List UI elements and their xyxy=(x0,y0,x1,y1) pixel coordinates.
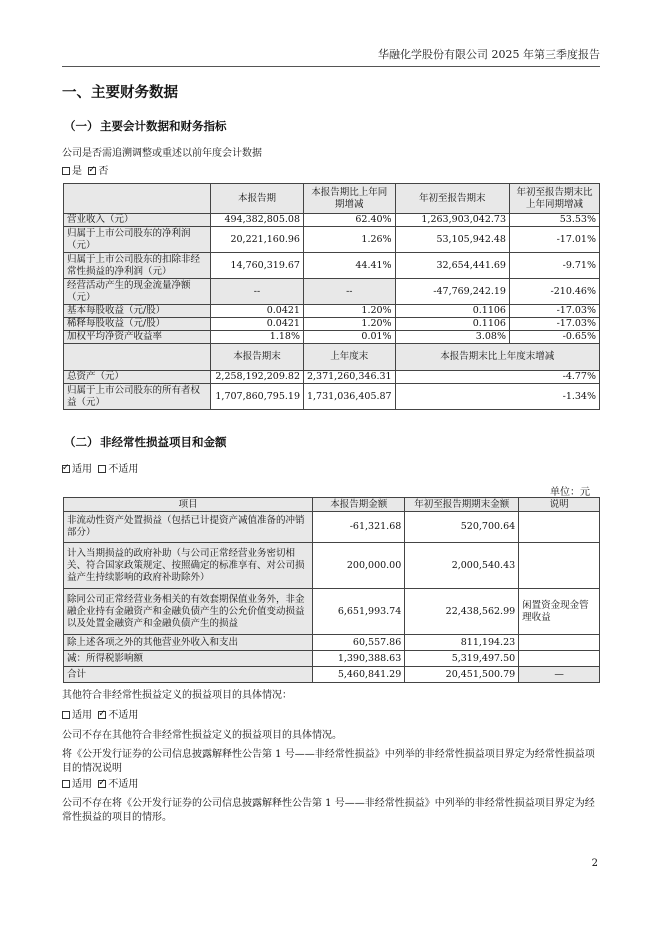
cell-value: 5,319,497.50 xyxy=(405,651,519,667)
restate-options xyxy=(62,165,108,179)
row-label: 归属于上市公司股东的所有者权益（元） xyxy=(64,384,211,410)
cell-note xyxy=(519,651,600,667)
subsection-2-title: 非经常性损益项目和金额 xyxy=(100,435,227,449)
header-rule xyxy=(62,66,600,67)
row-label: 计入当期损益的政府补助（与公司正常经营业务密切相关、符合国家政策规定、按照确定的标准享有、对公司损益产生持续影响的政府补助除外） xyxy=(64,543,313,589)
row-label: 加权平均净资产收益率 xyxy=(64,331,211,344)
cell-value: -210.46% xyxy=(509,279,599,305)
applicability-options xyxy=(62,463,138,477)
checkbox-unchecked-icon[interactable] xyxy=(98,465,106,473)
page-number: 2 xyxy=(591,858,598,869)
report-header: 华融化学股份有限公司 2025 年第三季度报告 xyxy=(378,48,600,61)
cell-value: 44.41% xyxy=(303,253,395,279)
col-header xyxy=(64,344,211,371)
cell-value: 1,263,903,042.73 xyxy=(395,214,509,227)
cell-note: 闲置资金现金管理收益 xyxy=(519,589,600,635)
table-row xyxy=(64,589,600,635)
cell-value: 22,438,562.99 xyxy=(405,589,519,635)
unit-label: 单位：元 xyxy=(550,487,590,498)
restate-yes-label: 是 xyxy=(72,166,82,177)
checkbox-checked-icon[interactable] xyxy=(98,780,106,788)
row-label: 归属于上市公司股东的扣除非经常性损益的净利润（元） xyxy=(64,253,211,279)
cell-value: -17.03% xyxy=(509,305,599,318)
cell-value: 2,258,192,209.82 xyxy=(211,371,304,384)
subsection-2-heading xyxy=(64,434,227,450)
col-header: 本报告期末比上年度末增减 xyxy=(395,344,599,371)
cell-note xyxy=(519,512,600,543)
cell-value: 200,000.00 xyxy=(313,543,405,589)
row-label: 减：所得税影响额 xyxy=(64,651,313,667)
cell-value: 0.01% xyxy=(303,331,395,344)
checkbox-unchecked-icon[interactable] xyxy=(62,780,70,788)
cell-value: 20,221,160.96 xyxy=(211,227,304,253)
applicable-label: 适用 xyxy=(72,710,92,721)
cell-note xyxy=(519,635,600,651)
table-row xyxy=(64,543,600,589)
other-items-line: 其他符合非经常性损益定义的损益项目的具体情况： xyxy=(62,690,292,701)
row-label: 营业收入（元） xyxy=(64,214,211,227)
cell-value: 2,371,260,346.31 xyxy=(303,371,395,384)
table-row xyxy=(64,384,600,410)
col-header: 年初至报告期末比上年同期增减 xyxy=(509,184,599,214)
row-label: 归属于上市公司股东的净利润（元） xyxy=(64,227,211,253)
col-header: 项目 xyxy=(64,498,313,512)
row-label: 非流动性资产处置损益（包括已计提资产减值准备的冲销部分） xyxy=(64,512,313,543)
cell-value: -61,321.68 xyxy=(313,512,405,543)
table-row xyxy=(64,253,600,279)
col-header: 本报告期比上年同期增减 xyxy=(303,184,395,214)
row-label: 经营活动产生的现金流量净额（元） xyxy=(64,279,211,305)
cell-value: 53.53% xyxy=(509,214,599,227)
reclassification-applicability xyxy=(62,778,138,792)
other-applicability xyxy=(62,709,138,723)
table-row xyxy=(64,512,600,543)
financial-data-table xyxy=(63,183,600,410)
cell-value: -4.77% xyxy=(395,371,599,384)
non-recurring-table xyxy=(63,497,600,683)
applicable-label: 适用 xyxy=(72,779,92,790)
col-header: 上年度末 xyxy=(303,344,395,371)
cell-note xyxy=(519,543,600,589)
col-header: 说明 xyxy=(519,498,600,512)
col-header: 本报告期金额 xyxy=(313,498,405,512)
row-label: 合计 xyxy=(64,667,313,683)
row-label: 基本每股收益（元/股） xyxy=(64,305,211,318)
checkbox-unchecked-icon[interactable] xyxy=(62,711,70,719)
col-header: 本报告期 xyxy=(211,184,304,214)
checkbox-unchecked-icon[interactable] xyxy=(62,167,70,175)
cell-value: 1.20% xyxy=(303,305,395,318)
cell-value: 0.1106 xyxy=(395,305,509,318)
cell-value: 14,760,319.67 xyxy=(211,253,304,279)
table-row xyxy=(64,227,600,253)
row-label: 除上述各项之外的其他营业外收入和支出 xyxy=(64,635,313,651)
row-label: 稀释每股收益（元/股） xyxy=(64,318,211,331)
cell-value: 5,460,841.29 xyxy=(313,667,405,683)
cell-value: 53,105,942.48 xyxy=(395,227,509,253)
cell-value: 1,390,388.63 xyxy=(313,651,405,667)
col-header: 年初至报告期末 xyxy=(395,184,509,214)
cell-value: 1.20% xyxy=(303,318,395,331)
cell-value: -9.71% xyxy=(509,253,599,279)
row-label: 除同公司正常经营业务相关的有效套期保值业务外，非金融企业持有金融资产和金融负债产生的公允价值变动损益以及处置金融资产和金融负债产生的损益 xyxy=(64,589,313,635)
cell-value: 0.0421 xyxy=(211,318,304,331)
reclassification-text: 将《公开发行证券的公司信息披露解释性公告第 1 号——非经常性损益》中列举的非经常性损益项目界定为经常性损益项目的情况说明 xyxy=(62,749,595,774)
applicable-label: 适用 xyxy=(72,464,92,475)
cell-value: 494,382,805.08 xyxy=(211,214,304,227)
cell-value: 62.40% xyxy=(303,214,395,227)
cell-value: -17.03% xyxy=(509,318,599,331)
restate-no-label: 否 xyxy=(98,166,109,177)
no-reclassification-text: 公司不存在将《公开发行证券的公司信息披露解释性公告第 1 号——非经常性损益》中列举的非经常性损益项目界定为经常性损益的项目的情形。 xyxy=(62,798,595,823)
cell-value: 1,707,860,795.19 xyxy=(211,384,304,410)
checkbox-checked-icon[interactable] xyxy=(88,167,96,175)
table-row xyxy=(64,667,600,683)
checkbox-checked-icon[interactable] xyxy=(62,465,70,473)
cell-value: 1,731,036,405.87 xyxy=(303,384,395,410)
row-label: 总资产（元） xyxy=(64,371,211,384)
table-row xyxy=(64,214,600,227)
table-row xyxy=(64,635,600,651)
checkbox-checked-icon[interactable] xyxy=(98,711,106,719)
restate-question: 公司是否需追溯调整或重述以前年度会计数据 xyxy=(62,148,262,159)
subsection-1-heading xyxy=(64,118,227,134)
cell-value: -17.01% xyxy=(509,227,599,253)
cell-note: — xyxy=(519,667,600,683)
table-row xyxy=(64,305,600,318)
subsection-1-number: （一） xyxy=(64,119,99,133)
cell-value: 32,654,441.69 xyxy=(395,253,509,279)
table-row xyxy=(64,318,600,331)
cell-value: 2,000,540.43 xyxy=(405,543,519,589)
col-header: 年初至报告期期末金额 xyxy=(405,498,519,512)
no-other-items-text: 公司不存在其他符合非经常性损益定义的损益项目的具体情况。 xyxy=(62,730,342,741)
not-applicable-label: 不适用 xyxy=(108,464,139,475)
cell-value: 0.0421 xyxy=(211,305,304,318)
not-applicable-label: 不适用 xyxy=(108,710,139,721)
col-header xyxy=(64,184,211,214)
table-row xyxy=(64,279,600,305)
cell-value: 811,194.23 xyxy=(405,635,519,651)
subsection-2-number: （二） xyxy=(64,435,99,449)
cell-value: 1.18% xyxy=(211,331,304,344)
cell-value: 0.1106 xyxy=(395,318,509,331)
cell-value: 20,451,500.79 xyxy=(405,667,519,683)
cell-value: -0.65% xyxy=(509,331,599,344)
table-row xyxy=(64,331,600,344)
cell-value: 520,700.64 xyxy=(405,512,519,543)
table-row xyxy=(64,651,600,667)
col-header: 本报告期末 xyxy=(211,344,304,371)
not-applicable-label: 不适用 xyxy=(108,779,139,790)
cell-value: 1.26% xyxy=(303,227,395,253)
cell-value: -- xyxy=(303,279,395,305)
cell-value: 3.08% xyxy=(395,331,509,344)
cell-value: 6,651,993.74 xyxy=(313,589,405,635)
table-row xyxy=(64,371,600,384)
subsection-1-title: 主要会计数据和财务指标 xyxy=(100,119,227,133)
cell-value: -1.34% xyxy=(395,384,599,410)
cell-value: -47,769,242.19 xyxy=(395,279,509,305)
cell-value: -- xyxy=(211,279,304,305)
section-title: 一、主要财务数据 xyxy=(62,85,178,101)
cell-value: 60,557.86 xyxy=(313,635,405,651)
